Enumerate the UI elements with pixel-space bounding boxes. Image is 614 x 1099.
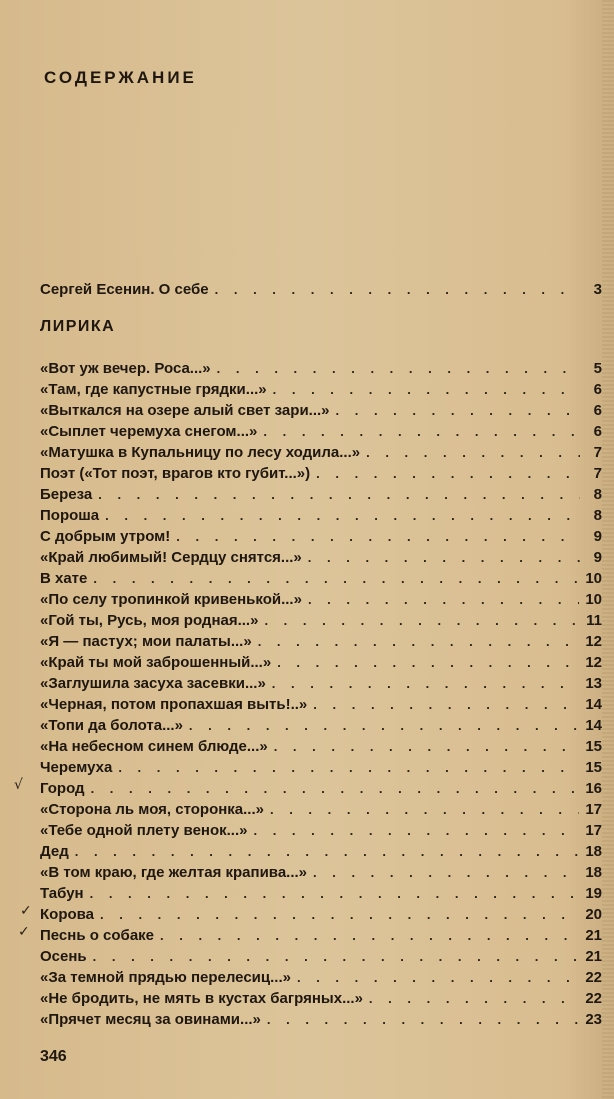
entry-title: Корова [40,906,95,923]
entry-page: 7 [593,444,602,461]
leader-dots [336,403,580,418]
entry-page: 13 [585,675,602,692]
toc-entry [40,1011,602,1032]
toc-entry [40,864,602,885]
pencil-tick-mark: ✓ [20,903,32,919]
toc-entry [40,633,602,654]
leader-dots [215,282,580,297]
leader-dots [267,1012,579,1027]
entry-page: 10 [585,570,602,587]
toc-entry-intro [40,281,602,302]
toc-entry [40,969,602,990]
entry-title: «Матушка в Купальницу по лесу ходила...» [40,444,361,461]
leader-dots [273,382,580,397]
entry-title: «Там, где капустные грядки...» [40,381,267,398]
leader-dots [258,634,580,649]
toc-entry [40,759,602,780]
toc-entry [40,843,602,864]
leader-dots [93,949,580,964]
leader-dots [90,886,580,901]
entry-page: 12 [585,633,602,650]
entry-title: Береза [40,486,93,503]
toc-entry [40,549,602,570]
leader-dots [118,760,579,775]
entry-page: 8 [593,486,602,503]
entry-page: 6 [593,402,602,419]
entry-title: «Выткался на озере алый свет зари...» [40,402,330,419]
page-edge [602,0,614,1099]
leader-dots [253,823,579,838]
entry-title: Черемуха [40,759,113,776]
entry-page: 11 [586,612,602,629]
toc-entry [40,528,602,549]
entry-title: «Вот уж вечер. Роса...» [40,360,211,377]
entry-page: 16 [585,780,602,797]
leader-dots [93,571,579,586]
pencil-tick-mark: √ [14,777,23,793]
toc-entry [40,360,602,381]
entry-page: 9 [593,549,602,566]
leader-dots [272,676,580,691]
entry-title: «Не бродить, не мять в кустах багряных...» [40,990,363,1007]
leader-dots [297,970,579,985]
toc-entry [40,801,602,822]
entry-page: 6 [593,381,602,398]
toc-entry [40,780,602,801]
toc-entry [40,717,602,738]
leader-dots [105,508,580,523]
entry-title: «За темной прядью перелесиц...» [40,969,291,986]
entry-page: 9 [593,528,602,545]
entry-page: 12 [585,654,602,671]
entry-title: «Я — пастух; мои палаты...» [40,633,252,650]
entry-title: Песнь о собаке [40,927,155,944]
leader-dots [277,655,579,670]
entry-title: Сергей Есенин. О себе [40,281,209,298]
entry-title: «Сторона ль моя, сторонка...» [40,801,264,818]
entry-page: 23 [585,1011,602,1028]
toc-entry [40,738,602,759]
toc-entry [40,612,602,633]
leader-dots [100,907,579,922]
toc-entry [40,423,602,444]
entry-page: 21 [585,927,602,944]
leader-dots [366,445,580,460]
entry-page: 14 [585,696,602,713]
toc-entry [40,990,602,1011]
leader-dots [313,697,579,712]
leader-dots [217,361,580,376]
toc-entry [40,654,602,675]
entry-page: 17 [585,801,602,818]
entry-title: «Гой ты, Русь, моя родная...» [40,612,259,629]
toc-entry [40,507,602,528]
pencil-tick-mark: ✓ [18,924,30,940]
entry-title: Осень [40,948,87,965]
leader-dots [313,865,579,880]
entry-page: 19 [585,885,602,902]
entry-title: Пороша [40,507,100,524]
entry-title: Город [40,780,85,797]
entry-title: «Черная, потом пропахшая выть!..» [40,696,308,713]
toc-entry [40,927,602,948]
section-heading: ЛИРИКА [40,318,116,335]
entry-title: «На небесном синем блюде...» [40,738,268,755]
toc-entry [40,570,602,591]
entry-page: 14 [585,717,602,734]
leader-dots [263,424,580,439]
entry-title: «Топи да болота...» [40,717,183,734]
leader-dots [75,844,580,859]
entry-page: 8 [593,507,602,524]
toc-entry [40,444,602,465]
entry-title: «Край ты мой заброшенный...» [40,654,272,671]
toc-entry [40,486,602,507]
leader-dots [98,487,580,502]
toc-entry [40,822,602,843]
entry-page: 20 [585,906,602,923]
entry-page: 3 [593,281,602,298]
entry-title: Дед [40,843,69,860]
entry-title: «По селу тропинкой кривенькой...» [40,591,302,608]
entry-title: «Сыплет черемуха снегом...» [40,423,258,440]
leader-dots [274,739,580,754]
toc-entry [40,465,602,486]
entry-page: 15 [585,759,602,776]
toc-entry [40,948,602,969]
leader-dots [308,550,580,565]
entry-title: «В том краю, где желтая крапива...» [40,864,308,881]
entry-page: 5 [593,360,602,377]
entry-page: 17 [585,822,602,839]
leader-dots [264,613,580,628]
entry-page: 21 [585,948,602,965]
entry-title: «Край любимый! Сердцу снятся...» [40,549,302,566]
leader-dots [369,991,579,1006]
entry-page: 18 [585,864,602,881]
leader-dots [176,529,580,544]
entry-title: «Заглушила засуха засевки...» [40,675,266,692]
toc-entry [40,906,602,927]
toc-entry [40,696,602,717]
entry-page: 7 [593,465,602,482]
toc-entry [40,675,602,696]
entry-title: «Тебе одной плету венок...» [40,822,248,839]
entry-title: Табун [40,885,84,902]
entry-page: 6 [593,423,602,440]
entry-page: 18 [585,843,602,860]
entry-title: С добрым утром! [40,528,171,545]
entry-title: В хате [40,570,88,587]
toc-entry [40,402,602,423]
entry-page: 22 [585,969,602,986]
leader-dots [270,802,579,817]
toc-entry [40,885,602,906]
entry-page: 15 [585,738,602,755]
leader-dots [189,718,579,733]
leader-dots [160,928,579,943]
entry-page: 22 [585,990,602,1007]
leader-dots [308,592,579,607]
toc-entry [40,381,602,402]
entry-title: «Прячет месяц за овинами...» [40,1011,261,1028]
contents-heading: СОДЕРЖАНИЕ [44,68,197,87]
leader-dots [91,781,580,796]
entry-title: Поэт («Тот поэт, врагов кто губит...») [40,465,311,482]
leader-dots [316,466,580,481]
page-number: 346 [40,1048,67,1065]
entry-page: 10 [585,591,602,608]
toc-entry [40,591,602,612]
